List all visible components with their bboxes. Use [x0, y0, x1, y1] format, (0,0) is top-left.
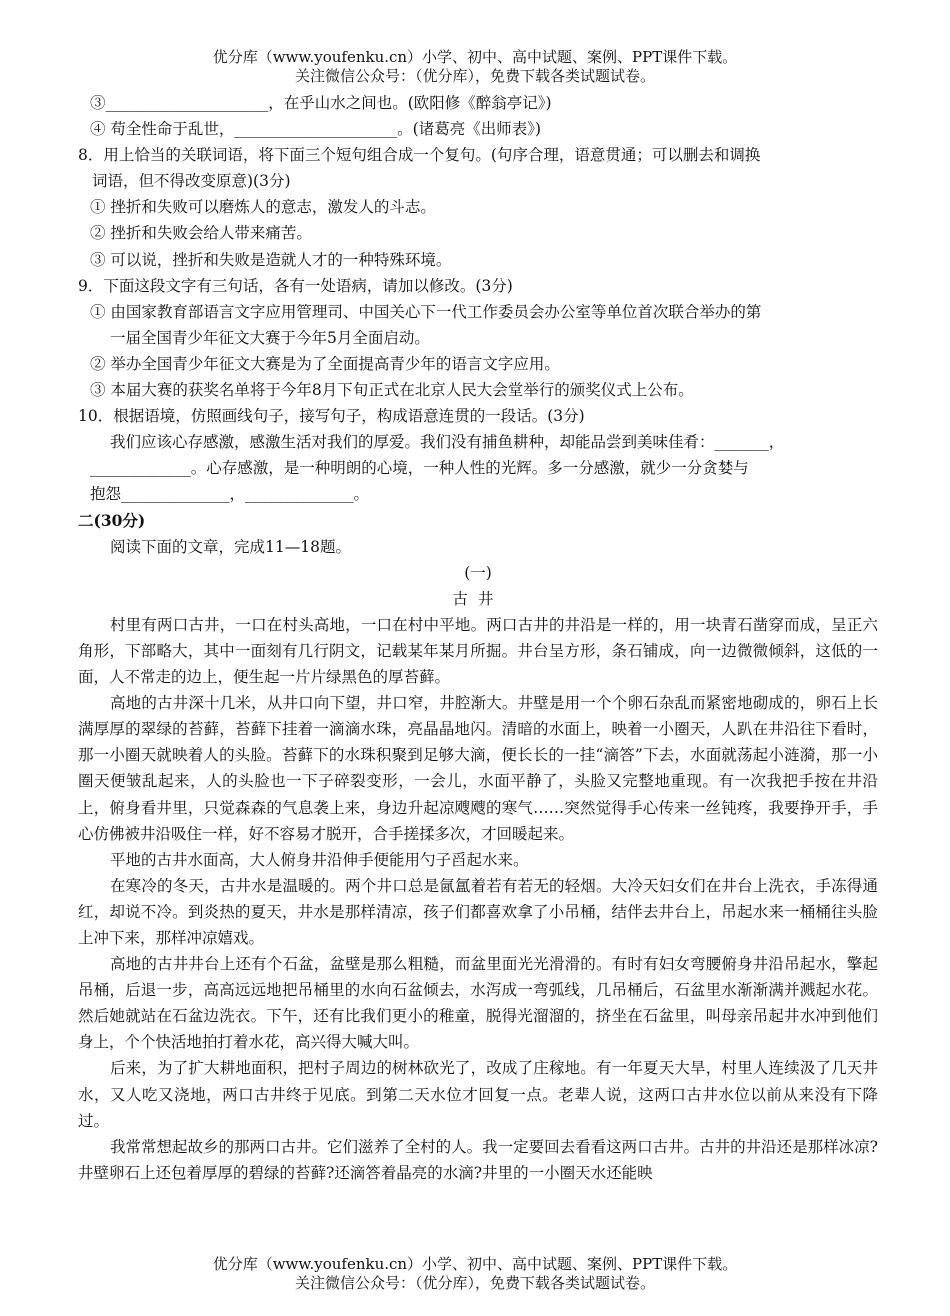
footer-line-1: 优分库（www.youfenku.cn）小学、初中、高中试题、案例、PPT课件下载。: [212, 1255, 738, 1273]
article-paragraph: 平地的古井水面高，大人俯身井沿伸手便能用勺子舀起水来。: [110, 850, 529, 869]
q10-passage-line-2: _____________。心存感激，是一种明朗的心境，一种人性的光辉。多一分感激，就少一分贪婪与: [90, 459, 749, 478]
article-title: 古井: [452, 589, 504, 608]
article-paragraph: 高地的古井深十几米，从井口向下望，井口窄，井腔渐大。井壁是用一个个卵石杂乱而紧密地砌成的，卵石上长满厚厚的翠绿的苔藓，苔藓下挂着一滴滴水珠，亮晶晶地闪。清暗的水面上，映着一小圈天，人趴在井沿往下看时，那一小圈天就映着人的头脸。苔藓下的水珠积聚到足够大滴，便长长的一挂“滴答”下去，水面就荡起小涟漪，那一小圈天便皱乱起来，人的头脸也一下子碎裂变形，一会儿，水面平静了，头脸又完整地重现。有一次我把手按在井沿上，俯身看井里，只觉森森的气息袭上来，身边升起凉飕飕的寒气……突然觉得手心传来一丝钝疼，我要挣开手，手心仿佛被井沿吸住一样，好不容易才脱开，合手搓揉多次，才回暖起来。: [78, 694, 878, 843]
article-paragraph: 在寒冷的冬天，古井水是温暖的。两个井口总是氤氲着若有若无的轻烟。大冷天妇女们在井台上洗衣，手冻得通红，却说不冷。到炎热的夏天，井水是那样清凉，孩子们都喜欢拿了小吊桶，结伴去井台上，吊起水来一桶桶往头脸上冲下来，那样冲凉嬉戏。: [78, 876, 878, 947]
q10-passage-line-1: 我们应该心存感激，感激生活对我们的厚爱。我们没有捕鱼耕种，却能品尝到美味佳肴：_______，: [110, 433, 785, 452]
q9-sentence-1b: 一届全国青少年征文大赛于今年5月全面启动。: [110, 328, 430, 347]
q8-sentence-3: ③ 可以说，挫折和失败是造就人才的一种特殊环境。: [90, 250, 452, 269]
q7-item-3: ③_____________________，在乎山水之间也。(欧阳修《醉翁亭记》): [90, 94, 552, 112]
q9-sentence-1a: ① 由国家教育部语言文字应用管理司、中国关心下一代工作委员会办公室等单位首次联合举办的第: [90, 302, 762, 321]
q8-sentence-1: ① 挫折和失败可以磨炼人的意志，激发人的斗志。: [90, 198, 436, 217]
section-2-heading: 二(30分): [78, 510, 146, 530]
q9-sentence-2: ② 举办全国青少年征文大赛是为了全面提高青少年的语言文字应用。: [90, 354, 560, 373]
article-part-label: (一): [464, 563, 492, 582]
article-paragraph: 后来，为了扩大耕地面积，把村子周边的树林砍光了，改成了庄稼地。有一年夏天大旱，村里人连续汲了几天井水，又人吃又浇地，两口古井终于见底。到第二天水位才回复一点。老辈人说，这两口古井水位以前从来没有下降过。: [78, 1059, 878, 1130]
exam-content: [78, 90, 878, 1186]
footer-line-2: 关注微信公众号：（优分库），免费下载各类试题试卷。: [294, 1274, 655, 1292]
q10-passage-line-3: 抱怨______________，______________。: [90, 485, 370, 504]
q10-stem: 10．根据语境，仿照画线句子，接写句子，构成语意连贯的一段话。(3分): [78, 407, 585, 426]
q9-sentence-3: ③ 本届大赛的获奖名单将于今年8月下旬正式在北京人民大会堂举行的颁奖仪式上公布。: [90, 381, 694, 400]
q7-item-4: ④ 苟全性命于乱世，_____________________。(诸葛亮《出师表》): [90, 120, 542, 139]
article-paragraph: 村里有两口古井，一口在村头高地，一口在村中平地。两口古井的井沿是一样的，用一块青石凿穿而成，呈正六角形，下部略大，其中一面刻有几行阴文，记载某年某月所掘。井台呈方形，条石铺成，向一边微微倾斜，这低的一面，人不常走的边上，便生起一片片绿黑色的厚苔藓。: [78, 615, 878, 687]
header-line-2: 关注微信公众号：（优分库），免费下载各类试题试卷。: [294, 67, 655, 85]
q8-sentence-2: ② 挫折和失败会给人带来痛苦。: [90, 224, 312, 243]
page-footer: [0, 1255, 950, 1293]
section-2-instruction: 阅读下面的文章，完成11—18题。: [110, 537, 351, 556]
article-paragraph: 高地的古井井台上还有个石盆，盆壁是那么粗糙，而盆里面光光滑滑的。有时有妇女弯腰俯身井沿吊起水，擎起吊桶，后退一步，高高远远地把吊桶里的水向石盆倾去，水泻成一弯弧线，几吊桶后，石盆里水渐渐满并溅起水花。然后她就站在石盆边洗衣。下午，还有比我们更小的稚童，脱得光溜溜的，挤坐在石盆里，叫母亲吊起井水冲到他们身上，个个快活地拍打着水花，高兴得大喊大叫。: [78, 955, 878, 1052]
article-paragraph: 我常常想起故乡的那两口古井。它们滋养了全村的人。我一定要回去看看这两口古井。古井的井沿还是那样冰凉?井壁卵石上还包着厚厚的碧绿的苔藓?还滴答着晶亮的水滴?井里的一小圈天水还能映: [78, 1137, 878, 1182]
q8-stem-line-1: 8．用上恰当的关联词语，将下面三个短句组合成一个复句。(句序合理，语意贯通；可以删去和调换: [78, 146, 761, 165]
header-line-1: 优分库（www.youfenku.cn）小学、初中、高中试题、案例、PPT课件下载。: [212, 48, 738, 66]
page-header: [0, 48, 950, 86]
q9-stem: 9．下面这段文字有三句话，各有一处语病，请加以修改。(3分): [78, 276, 513, 295]
q8-stem-line-2: 词语，但不得改变原意)(3分): [92, 172, 291, 191]
